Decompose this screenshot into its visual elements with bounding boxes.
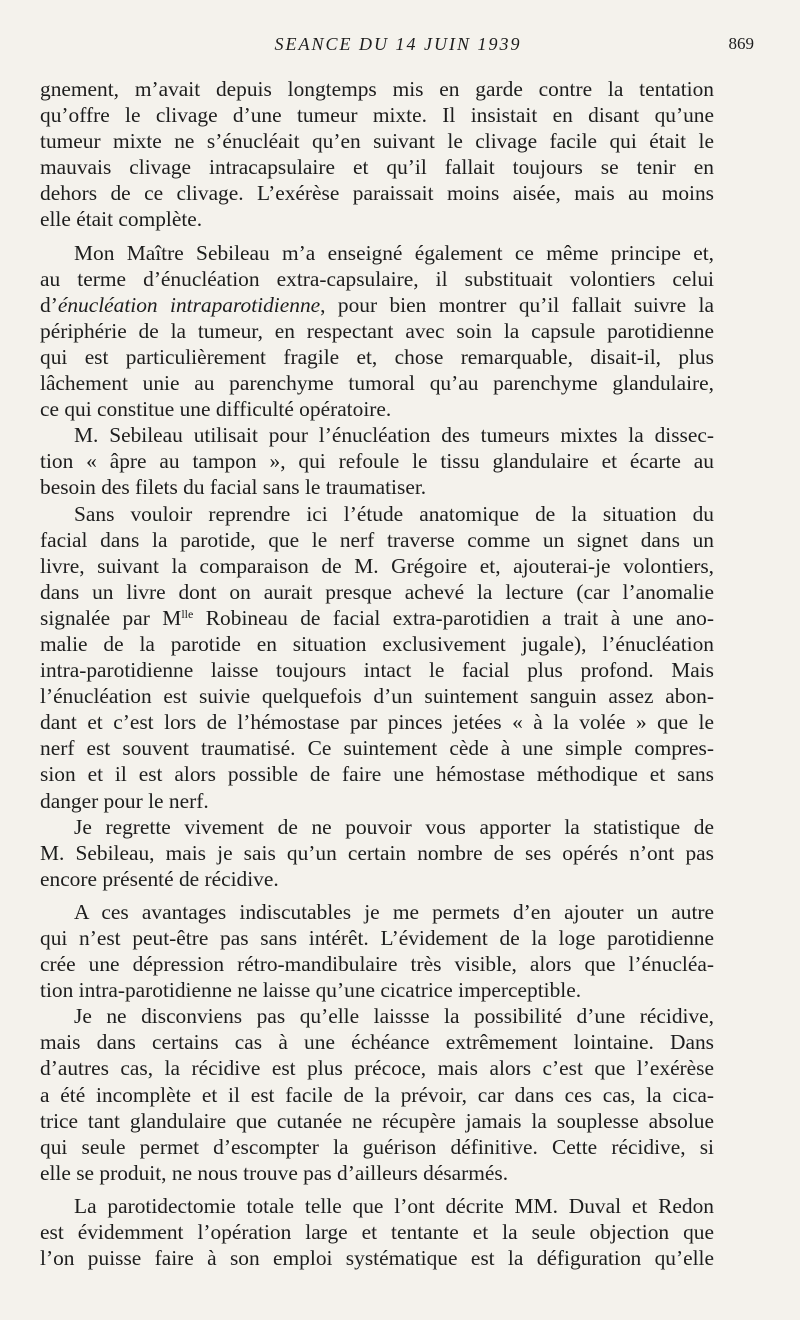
text-line <box>40 605 714 631</box>
text-line: A ces avantages indiscutables je me permets d’en ajouter un autre <box>74 899 714 924</box>
text-line: elle était complète. <box>40 207 203 232</box>
text-line: est évidemment l’opération large et tentante et la seule objection que <box>40 1220 714 1245</box>
text-line: ce qui constitue une difficulté opératoire. <box>40 397 392 422</box>
text-line: Je regrette vivement de ne pouvoir vous apporter la statistique de <box>74 814 714 839</box>
text-line: Sans vouloir reprendre ici l’étude anatomique de la situation du <box>74 501 714 526</box>
text-fragment: d’ <box>40 292 58 317</box>
italic-term: énucléation intraparotidienne <box>57 292 321 317</box>
text-line: M. Sebileau, mais je sais qu’un certain nombre de ses opérés n’ont pas <box>40 840 714 865</box>
text-line: périphérie de la tumeur, en respectant avec soin la capsule parotidienne <box>40 318 714 343</box>
text-line <box>40 292 714 318</box>
text-line: encore présenté de récidive. <box>40 866 279 891</box>
text-line: lâchement unie au parenchyme tumoral qu’au parenchyme glandulaire, <box>40 371 714 396</box>
text-line: dant et c’est lors de l’hémostase par pinces jetées « à la volée » que le <box>40 710 714 735</box>
text-line: trice tant glandulaire que cutanée ne récupère jamais la souplesse absolue <box>40 1108 714 1133</box>
text-line: Mon Maître Sebileau m’a enseigné également ce même principe et, <box>74 240 714 265</box>
text-line: livre, suivant la comparaison de M. Grégoire et, ajouterai-je volontiers, <box>40 553 714 578</box>
text-line: danger pour le nerf. <box>40 788 209 813</box>
text-line: qui n’est peut-être pas sans intérêt. L’évidement de la loge parotidienne <box>40 926 714 950</box>
text-line: Je ne disconviens pas qu’elle laissse la possibilité d’une récidive, <box>74 1004 714 1029</box>
page-header <box>42 34 754 58</box>
text-line: qui seule permet d’escompter la guérison définitive. Cette récidive, si <box>40 1134 714 1159</box>
text-line: l’énucléation est suivie quelquefois d’un suintement sanguin assez abon- <box>40 684 714 709</box>
text-line: malie de la parotide en situation exclusivement jugale), l’énucléation <box>40 631 714 656</box>
text-line: M. Sebileau utilisait pour l’énucléation des tumeurs mixtes la dissec- <box>74 423 714 448</box>
text-line: dehors de ce clivage. L’exérèse paraissait moins aisée, mais au moins <box>40 181 714 206</box>
text-line: besoin des filets du facial sans le traumatiser. <box>40 475 427 500</box>
paragraph <box>40 240 714 423</box>
text-line: au terme d’énucléation extra-capsulaire, il substituait volontiers celui <box>40 266 714 291</box>
text-line: d’autres cas, la récidive est plus précoce, mais alors c’est que l’exérèse <box>40 1056 714 1081</box>
text-line: gnement, m’avait depuis longtemps mis en garde contre la tentation <box>40 77 714 101</box>
text-line: mais dans certains cas à une échéance extrêmement lointaine. Dans <box>40 1030 714 1055</box>
text-line: tumeur mixte ne s’énucléait qu’en suivant le clivage facile qui était le <box>40 129 714 154</box>
text-fragment: Robineau de facial extra-parotidien a trait à une ano- <box>193 605 714 630</box>
paragraph <box>40 899 714 1003</box>
paragraph <box>40 422 714 500</box>
text-fragment: , pour bien montrer qu’il fallait suivre la <box>320 292 714 317</box>
paragraph <box>40 76 714 233</box>
text-line: qui est particulièrement fragile et, chose remarquable, disait-il, plus <box>40 344 714 369</box>
text-line: dans un livre dont on aurait presque achevé la lecture (car l’anomalie <box>40 579 714 604</box>
paragraph <box>40 1193 714 1271</box>
text-fragment: signalée par M <box>40 605 182 630</box>
paragraph <box>40 501 714 814</box>
superscript: lle <box>181 606 194 621</box>
text-line: crée une dépression rétro-mandibulaire très visible, alors que l’énucléa- <box>40 952 714 977</box>
text-line: l’on puisse faire à son emploi systématique est la défiguration qu’elle <box>40 1246 714 1271</box>
paragraph <box>40 814 714 892</box>
text-line: mauvais clivage intracapsulaire et qu’il fallait toujours se tenir en <box>40 155 714 180</box>
body-text <box>40 76 714 1271</box>
text-line: qu’offre le clivage d’une tumeur mixte. Il insistait en disant qu’une <box>40 103 714 128</box>
text-line: facial dans la parotide, que le nerf traverse comme un signet dans un <box>40 527 714 552</box>
text-line: La parotidectomie totale telle que l’ont décrite MM. Duval et Redon <box>74 1193 714 1218</box>
text-line: tion « âpre au tampon », qui refoule le tissu glandulaire et écarte au <box>40 449 714 474</box>
text-line: elle se produit, ne nous trouve pas d’ailleurs désarmés. <box>40 1160 509 1185</box>
running-title: SEANCE DU 14 JUIN 1939 <box>274 34 522 54</box>
text-line: tion intra-parotidienne ne laisse qu’une cicatrice imperceptible. <box>40 978 582 1003</box>
text-line: a été incomplète et il est facile de la prévoir, car dans ces cas, la cica- <box>40 1082 714 1107</box>
text-line: nerf est souvent traumatisé. Ce suintement cède à une simple compres- <box>40 736 714 761</box>
text-line: intra-parotidienne laisse toujours intact le facial plus profond. Mais <box>40 658 714 683</box>
text-line: sion et il est alors possible de faire une hémostase méthodique et sans <box>40 762 714 787</box>
paragraph <box>40 1003 714 1186</box>
page-number: 869 <box>728 34 754 53</box>
